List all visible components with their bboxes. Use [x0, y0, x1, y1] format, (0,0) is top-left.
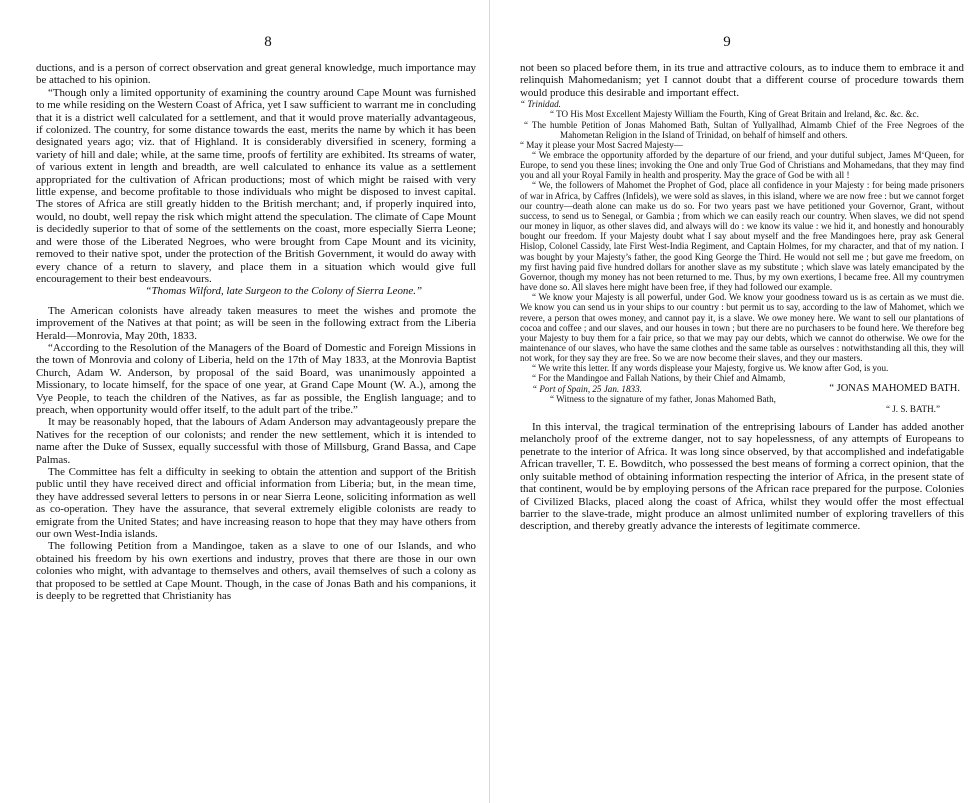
petition-dateline — [520, 384, 964, 394]
petition-address: “ TO His Most Excellent Majesty William the Fourth, King of Great Britain and Ireland, &c. &c. &c. — [550, 109, 919, 120]
petition-title: “ The humble Petition of Jonas Mahomed Bath, Sultan of Yullyallhad, Almamb Chief of the Free Negroes of the Mahometan Religion in the Island of Trinidad, on behalf of himself and others. — [524, 119, 964, 140]
witness-line: “ Witness to the signature of my father, Jonas Mahomed Bath, — [550, 393, 776, 404]
right-page — [490, 0, 980, 803]
paragraph: ductions, and is a person of correct observation and great general knowledge, much importance may be attached to his opinion. — [36, 62, 476, 87]
petition-paragraph: “ We write this letter. If any words displease your Majesty, forgive us. We know after God, is you. — [532, 363, 889, 374]
petition-date: “ Port of Spain, 25 Jan. 1833. — [532, 383, 642, 394]
paragraph: The American colonists have already taken measures to meet the wishes and promote the improvement of the Natives at that point; as will be seen in the following extract from the Liberia Herald—Monrovia, May 20th, 1833. — [36, 304, 476, 342]
paragraph: The Committee has felt a difficulty in seeking to obtain the attention and support of the British public until they have received direct and official information from Liberia; but, in the mean time, they have addressed several letters to persons in or near Sierra Leone, soliciting information as well as co-operation. They have the assurance, that several extremely eligible colonists are ready to emigrate from the United States; and have increasing reason to hope that they may have others from our own West-India islands. — [36, 466, 476, 541]
paragraph: not been so placed before them, in its true and attractive colours, as to induce them to embrace it and relinquish Mahomedanism; yet I cannot doubt that a different course of procedure towards them would produce this desirable and important effect. — [520, 62, 964, 99]
page-number: 9 — [723, 34, 731, 50]
quote-paragraph: “Though only a limited opportunity of examining the country around Cape Mount was furnished to me while residing on the Western Coast of Africa, yet I saw sufficient to warrant me in concluding that it is a district well calculated for a settlement, and that it would prove materially advantageous, if colonized. The country, for some distance towards the east, merits the name by which it has been designated years ago; viz. that of Highland. It is considerably diversified in scenery, forming a variety of hill and dale; while, at the same time, proofs of fertility are exhibited. Its streams of water, of various extent in length and breadth, are well calculated to enhance its value as a settlement appropriated for the cultivation of African productions; most of which might be raised with very little expense, and become profitable to those individuals who might be disposed to invest capital. The stores of Africa are still greatly hidden to the British merchant; and, if properly inquired into, would, no doubt, well repay the risk which might attend the speculation. The climate of Cape Mount is decidedly superior to that of some of the settlements on the coast, more especially Sierra Leone; and were those of the Liberated Negroes, who were brought from Cape Mount and its vicinity, removed to their native spot, under the protection of the British Government, it would do away with every chance of a return to slavery, and place them in a situation which would give full encouragement to their best endeavours. — [36, 86, 476, 285]
petition-paragraph: “ We, the followers of Mahomet the Prophet of God, place all confidence in your Majesty : for being made prisoners of war in Africa, by Caffres (Infidels), we were sold as slaves, in this island, where we are now free : but we cannot forget our country—death alone can make us do so. For two years past we have petitioned your Governor, Grant, without success, to send us to Senegal, or Gambia ; from which we can easily reach our country. When slaves, we did not spend our money in liquor, as other slaves did, and always will do : we know its value : we hid it, and honestly and honourably bought our freedom. If your Majesty doubt what I say about myself and the free Mandingoes here, pray ask General Hislop, Colonel Cassidy, late First West-India Regiment, and Captain Holmes, for my character, and that of my nation. I was bought by your Majesty’s father, the good King George the Third. He would not sell me ; but gave me freedom, on my first having paid five hundred dollars for another slave as my substitute ; which slave was lately emancipated by the Governor, though my money has not been returned to me. Thus, by my own exertions, I became free. All my countrymen have done so. All slaves here might have been free, if they had followed our example. — [520, 180, 964, 293]
petition-salutation: “ May it please your Most Sacred Majesty— — [520, 139, 683, 150]
petition-paragraph: “ We know your Majesty is all powerful, under God. We know your goodness toward us is as certain as we must die. We know you can send us in your ships to our country : but permit us to say, according to the law of Mahomet, which we revere, a person that owes money, and cannot pay it, is a slave. We owe money here. We want to sell our plantations of cocoa and coffee ; and our slaves, and our houses in town ; but there are no purchasers to be found here. We therefore beg your Majesty to buy them for a fair price, so that we may pay our debts, which we cannot do otherwise. We owe for the maintenance of our slaves, who have the same clothes and the same table as ourselves : notwithstanding all this, they will not work, for they say they are free. So we are now become their slaves, and they our masters. — [520, 292, 964, 364]
paragraph: The following Petition from a Mandingoe, taken as a slave to one of our Islands, and who obtained his freedom by his own exertions and industry, proves that there are those in our own colonies who might, with advantage to themselves and others, avail themselves of such a colony as that proposed to be settled at Cape Mount. Though, in the case of Jonas Bath and his companions, it is deeply to be regretted that Christianity has — [36, 540, 476, 603]
quote-paragraph: “According to the Resolution of the Managers of the Board of Domestic and Foreign Missions in the town of Monrovia and colony of Liberia, held on the 17th of May 1833, at the Monrovia Baptist Church, Adam W. Anderson, by proposal of the said Board, was unanimously appointed a Missionary, to locate himself, for the space of one year, at Grand Cape Mount (W. A.), among the Vye People, to teach the children of the Natives, as far as possible, the English language; and to preach, when opportunity would offer itself, to the adult part of the tribe.” — [36, 341, 476, 416]
signature: “Thomas Wilford, late Surgeon to the Colony of Sierra Leone.” — [145, 285, 422, 298]
petition-place: “ Trinidad. — [520, 99, 561, 110]
petition-paragraph: “ We embrace the opportunity afforded by the departure of our friend, and your dutiful subject, James M‘Queen, for Europe, to send you these lines; invoking the One and only True God of Christians and Mohamedans, that they may find you and all your Royal Family in health and prosperity. May the grace of God be with all ! — [520, 150, 964, 181]
petition-paragraph: “ For the Mandingoe and Fallah Nations, by their Chief and Almamb, — [532, 373, 786, 384]
page-number: 8 — [264, 34, 272, 50]
paragraph: It may be reasonably hoped, that the labours of Adam Anderson may advantageously prepare the Natives for the reception of our colonists; and render the new settlement, which it is intended to name after the Duke of Sussex, equally successful with those of Millsburg, Grand Bassa, and Cape Palmas. — [36, 416, 476, 466]
petition-signature: “ JONAS MAHOMED BATH. — [829, 382, 960, 394]
paragraph: In this interval, the tragical termination of the entreprising labours of Lander has added another melancholy proof of the extreme danger, not to say hopelessness, of any attempts of Europeans to penetrate to the interior of Africa. It was long since observed, by that accomplished and indefatigable African traveller, T. E. Bowditch, who possessed the best means of forming a correct opinion, that the only suitable method of obtaining information respecting the interior of Africa, in the present state of that continent, would be by employing persons of the African race prepared for the purpose. Colonies of Civilized Blacks, placed along the coast of Africa, whilst they would offer the most effectual barrier to the slave-trade, might produce an almost unlimited number of exploring travellers of this description, and thereby greatly advance the interests of legitimate commerce. — [520, 421, 964, 533]
witness-signature: “ J. S. BATH.” — [885, 403, 940, 414]
